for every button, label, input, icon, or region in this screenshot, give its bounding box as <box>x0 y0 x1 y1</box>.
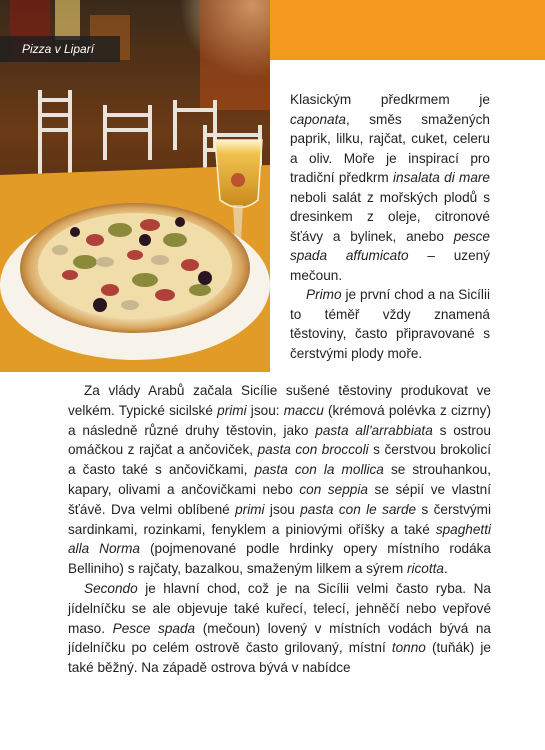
italic-term: Pesce spada <box>112 620 196 636</box>
text-run: – uzený mečoun. <box>290 248 491 283</box>
text-run: (krémová polévka z cizrny) a následně různé druhy těstovin, jako <box>68 402 491 438</box>
text-run: (pojmenované podle hrdinky opery místního rodáka Belliniho) s rajčaty, bazalkou, smaženým lilkem a sýrem <box>68 541 491 577</box>
italic-term: pasta all'arrabbiata <box>315 422 433 438</box>
italic-term: Secondo <box>84 580 138 596</box>
text-run: (tuňák) je také běžný. Na západě ostrova bývá v nabídce <box>68 640 491 676</box>
text-run: jsou: <box>246 402 284 418</box>
italic-term: primi <box>217 402 247 418</box>
italic-term: tonno <box>391 640 426 656</box>
italic-term: pasta con broccoli <box>257 442 369 458</box>
text-run: , směs smažených paprik, lilku, rajčat, cuket, celeru a oliv. Moře je inspirací pro tradiční předkrm <box>290 111 490 185</box>
text-run: . <box>443 561 448 577</box>
photo-caption: Pizza v Liparí <box>0 36 120 62</box>
italic-term: caponata <box>290 111 346 127</box>
italic-term: pasta con la mollica <box>254 462 384 478</box>
side-text-column <box>290 90 490 363</box>
text-run: s čerstvými sardinkami, rozinkami, fenyklem a piniovými oříšky a také <box>68 501 492 537</box>
italic-term: con seppia <box>299 481 368 497</box>
italic-term: ricotta <box>406 561 444 577</box>
italic-term: primi <box>235 501 265 517</box>
paragraph <box>290 285 490 363</box>
orange-header-bar <box>270 0 545 60</box>
paragraph <box>290 90 490 285</box>
italic-term: spaghetti alla Norma <box>68 521 491 557</box>
text-run: neboli salát z mořských plodů s dresinkem z oleje, citronové šťávy a bylinek, anebo <box>290 189 490 244</box>
paragraph <box>68 579 491 678</box>
text-run: s ostrou omáčkou z rajčat a ančoviček, <box>68 422 491 458</box>
text-run: se sépií ve vlastní šťávě. Dva velmi oblíbené <box>68 481 491 517</box>
text-run: je první chod a na Sicílii to téměř vždy znamená těstoviny, často připravované s čerstvými plody moře. <box>290 287 490 361</box>
main-text-column <box>68 381 491 678</box>
text-run: jsou <box>264 501 301 517</box>
italic-term: maccu <box>283 402 324 418</box>
italic-term: Primo <box>306 287 342 302</box>
text-run: (mečoun) lovený v místních vodách bývá na jídelníčku po celém ostrově často grilovaný, místní <box>68 620 491 656</box>
italic-term: pasta con le sarde <box>300 501 417 517</box>
paragraph <box>68 381 491 579</box>
text-run: Za vlády Arabů začala Sicílie sušené těstoviny produkovat ve velkém. Typické sicilské <box>68 383 491 418</box>
text-run: je hlavní chod, což je na Sicílii velmi často ryba. Na jídelníčku se ale objevuje také kuřecí, telecí, jehněčí nebo vepřové maso. <box>68 580 491 636</box>
italic-term: insalata di mare <box>393 170 490 185</box>
text-run: Klasickým předkrmem je <box>290 92 490 107</box>
text-run: s čerstvou brokolicí a často také s ančovičkami, <box>68 442 491 478</box>
italic-term: pesce spada affumicato <box>290 228 490 263</box>
text-run: se strouhankou, kapary, olivami a ančovičkami nebo <box>68 462 491 497</box>
